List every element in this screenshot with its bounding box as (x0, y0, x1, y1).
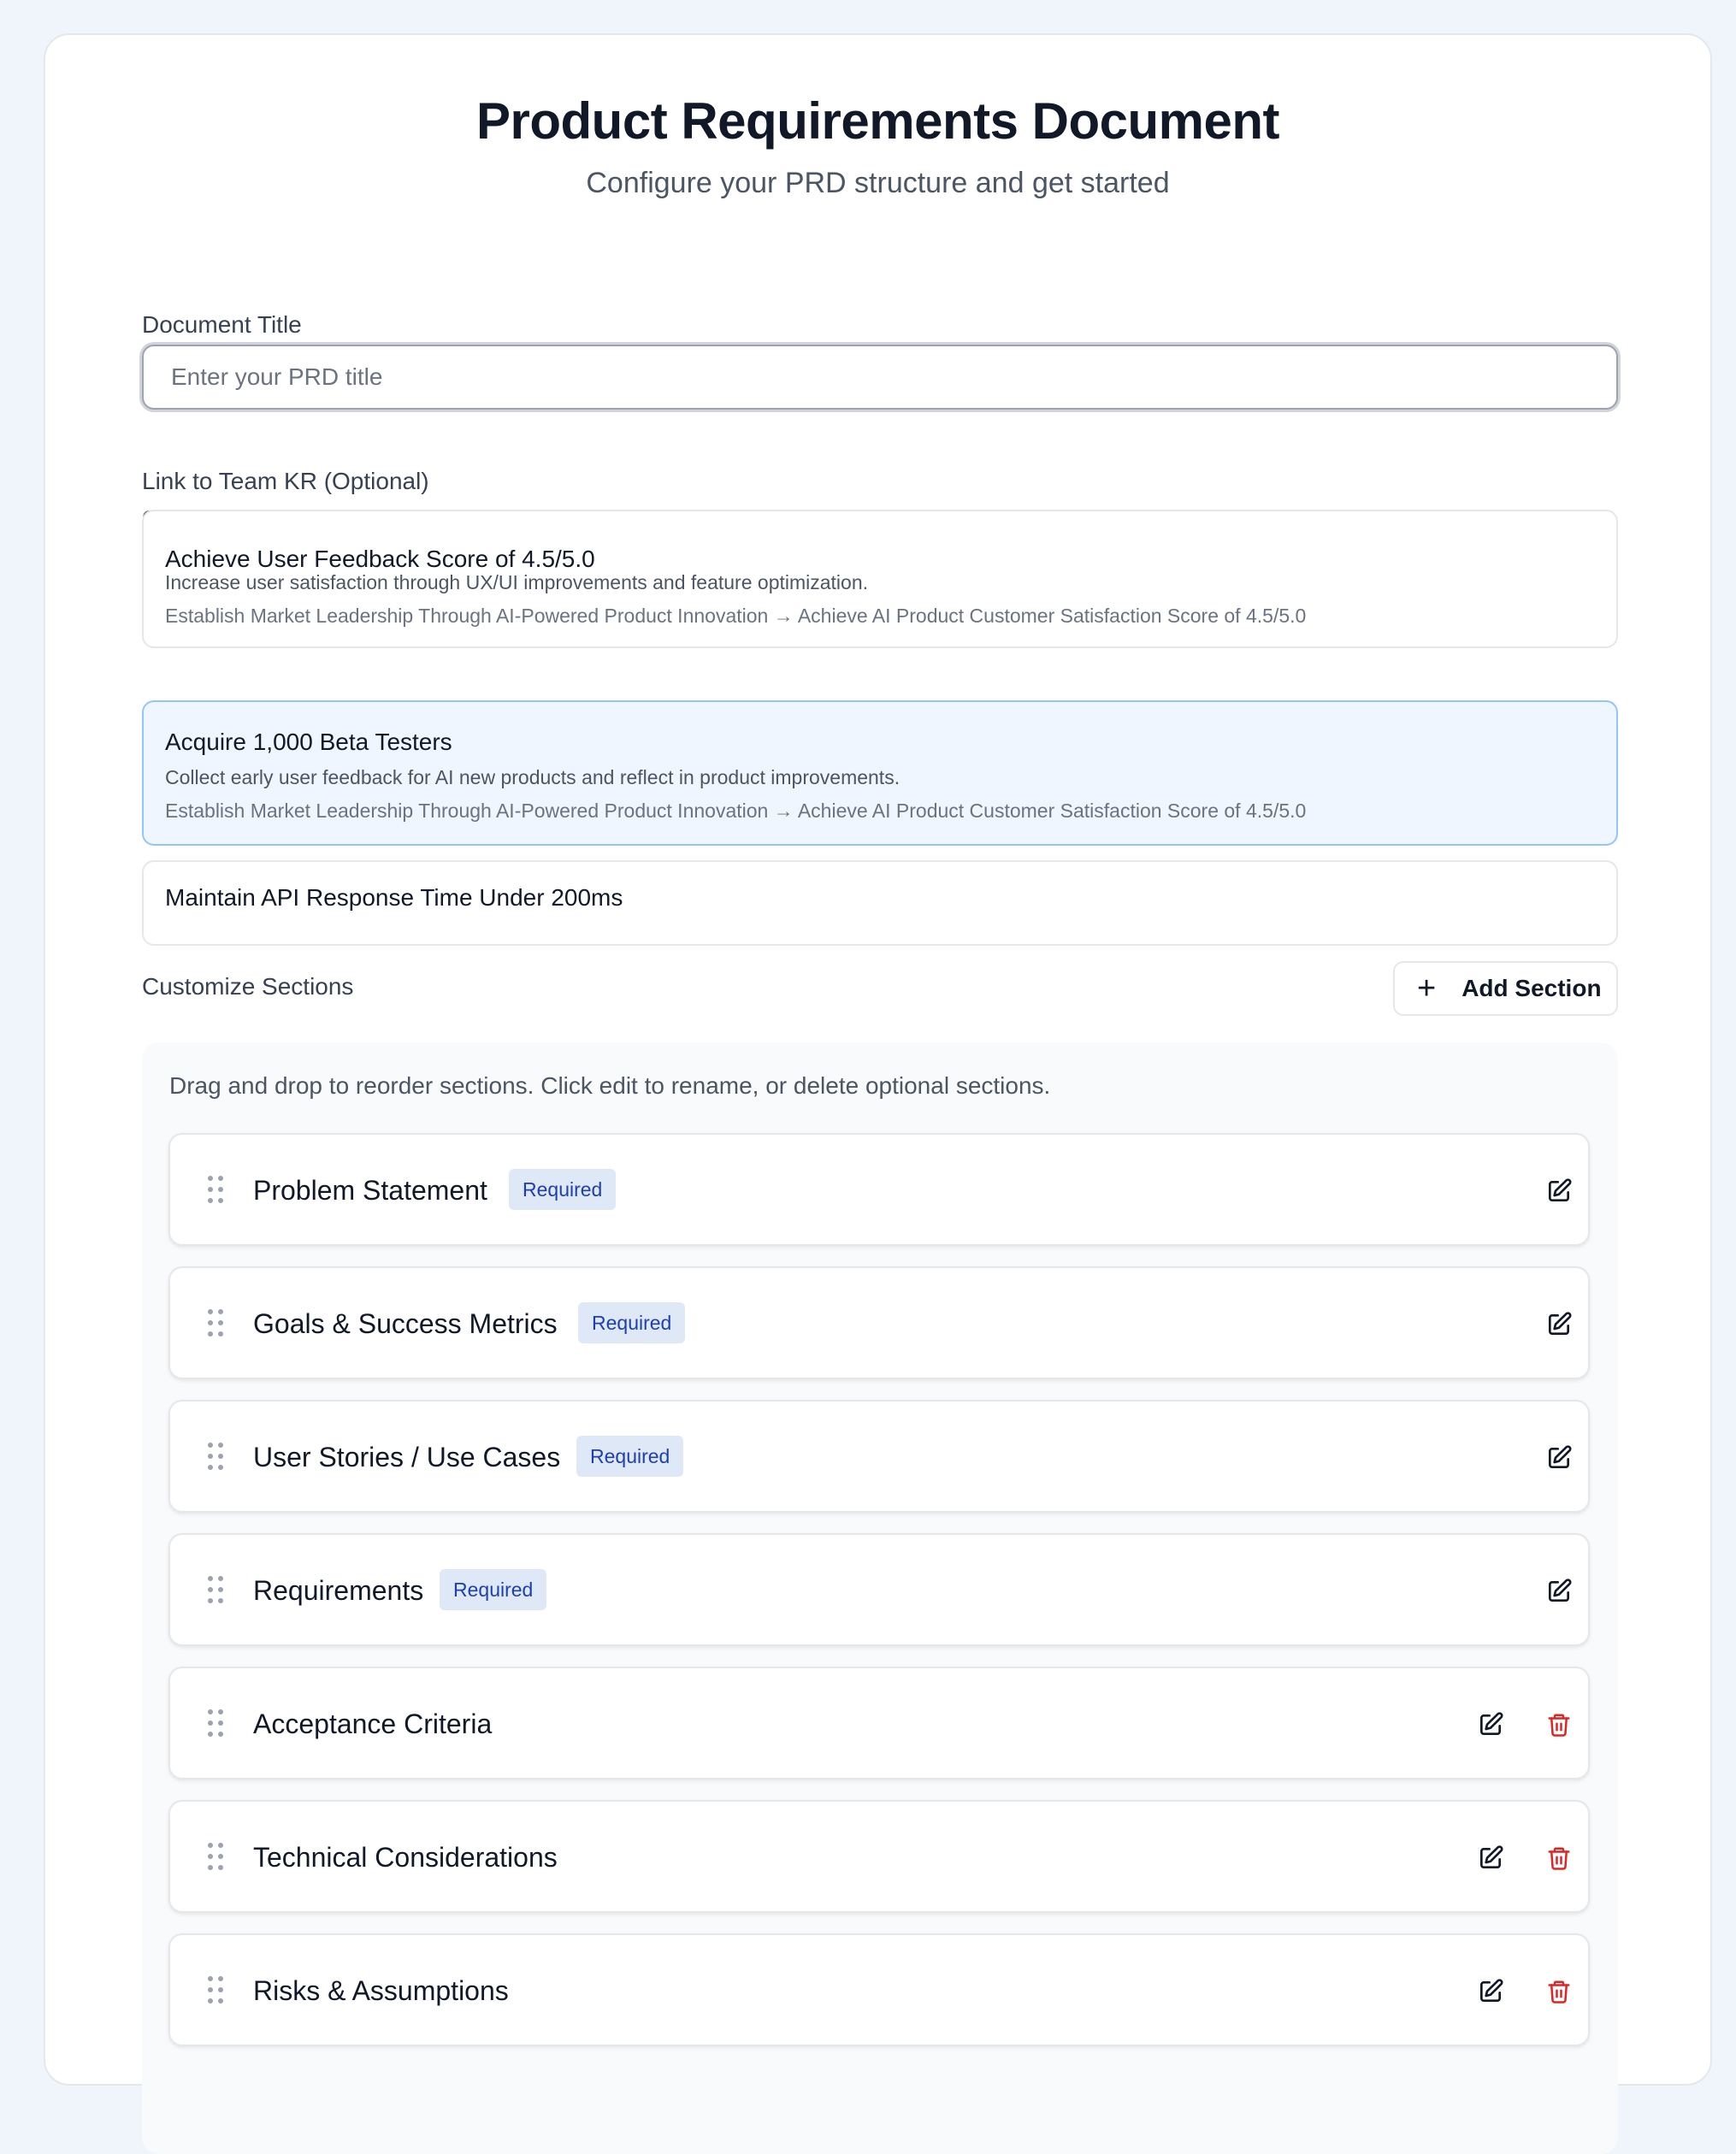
section-name: Goals & Success Metrics (253, 1308, 558, 1339)
section-name: Risks & Assumptions (253, 1975, 509, 2006)
required-badge: Required (440, 1569, 546, 1610)
drag-handle-icon[interactable] (208, 1976, 223, 2004)
sections-help: Drag and drop to reorder sections. Click edit to rename, or delete optional sections. (169, 1072, 1051, 1099)
team-kr-label: Link to Team KR (Optional) (142, 468, 429, 494)
drag-handle-icon[interactable] (208, 1176, 223, 1203)
drag-handle-icon[interactable] (208, 1709, 223, 1737)
prd-setup-card (44, 33, 1712, 2086)
section-name: Acceptance Criteria (253, 1708, 493, 1739)
section-row[interactable] (168, 1133, 1590, 1246)
section-row[interactable] (168, 1933, 1590, 2046)
edit-icon[interactable] (1542, 1441, 1576, 1475)
edit-icon[interactable] (1473, 1708, 1508, 1742)
edit-icon[interactable] (1542, 1174, 1576, 1208)
required-badge: Required (509, 1169, 616, 1210)
kr-option-name: Acquire 1,000 Beta Testers (165, 729, 452, 755)
kr-option-description: Collect early user feedback for AI new products and reflect in product improvements. (165, 766, 900, 788)
section-name: User Stories / Use Cases (253, 1442, 561, 1472)
sections-header (142, 961, 1618, 1016)
kr-option-name: Maintain API Response Time Under 200ms (165, 884, 623, 911)
drag-handle-icon[interactable] (208, 1576, 223, 1603)
kr-option-path: Establish Market Leadership Through AI-Powered Product Innovation → Achieve AI Product Customer Satisfaction Score of 4.5/5.0 (165, 800, 1307, 822)
section-row[interactable] (168, 1400, 1590, 1513)
sections-panel (142, 1042, 1618, 2154)
page-subtitle: Configure your PRD structure and get started (586, 167, 1170, 199)
edit-icon[interactable] (1473, 1841, 1508, 1875)
section-name: Technical Considerations (253, 1842, 558, 1873)
section-row[interactable] (168, 1533, 1590, 1646)
edit-icon[interactable] (1542, 1307, 1576, 1342)
plus-icon: + (1417, 971, 1437, 1006)
kr-option-description: Increase user satisfaction through UX/UI improvements and feature optimization. (165, 571, 869, 593)
trash-icon[interactable] (1542, 1841, 1576, 1875)
page-title: Product Requirements Document (476, 92, 1279, 150)
team-kr-list[interactable] (142, 544, 1618, 911)
kr-option-selected[interactable] (142, 700, 1618, 846)
section-name: Problem Statement (253, 1175, 487, 1206)
section-row[interactable] (168, 1266, 1590, 1379)
section-name: Requirements (253, 1575, 424, 1606)
document-title-input[interactable] (142, 345, 1618, 410)
section-row[interactable] (168, 1800, 1590, 1913)
kr-option-path: Establish Market Leadership Through AI-Powered Product Innovation → Achieve AI Product Customer Satisfaction Score of 4.5/5.0 (165, 605, 1307, 627)
document-title-label: Document Title (142, 311, 302, 338)
kr-option[interactable] (142, 860, 1618, 946)
kr-option[interactable] (142, 510, 1618, 648)
add-section-button[interactable] (1393, 961, 1618, 1016)
drag-handle-icon[interactable] (208, 1309, 223, 1337)
sections-label: Customize Sections (142, 973, 354, 1000)
drag-handle-icon[interactable] (208, 1843, 223, 1870)
kr-option-name: Achieve User Feedback Score of 4.5/5.0 (165, 546, 595, 572)
drag-handle-icon[interactable] (208, 1443, 223, 1470)
add-section-label: Add Section (1461, 975, 1602, 1001)
required-badge: Required (578, 1302, 685, 1343)
required-badge: Required (576, 1436, 683, 1477)
trash-icon[interactable] (1542, 1974, 1576, 2009)
edit-icon[interactable] (1542, 1574, 1576, 1608)
trash-icon[interactable] (1542, 1708, 1576, 1742)
edit-icon[interactable] (1473, 1974, 1508, 2009)
section-row[interactable] (168, 1667, 1590, 1779)
